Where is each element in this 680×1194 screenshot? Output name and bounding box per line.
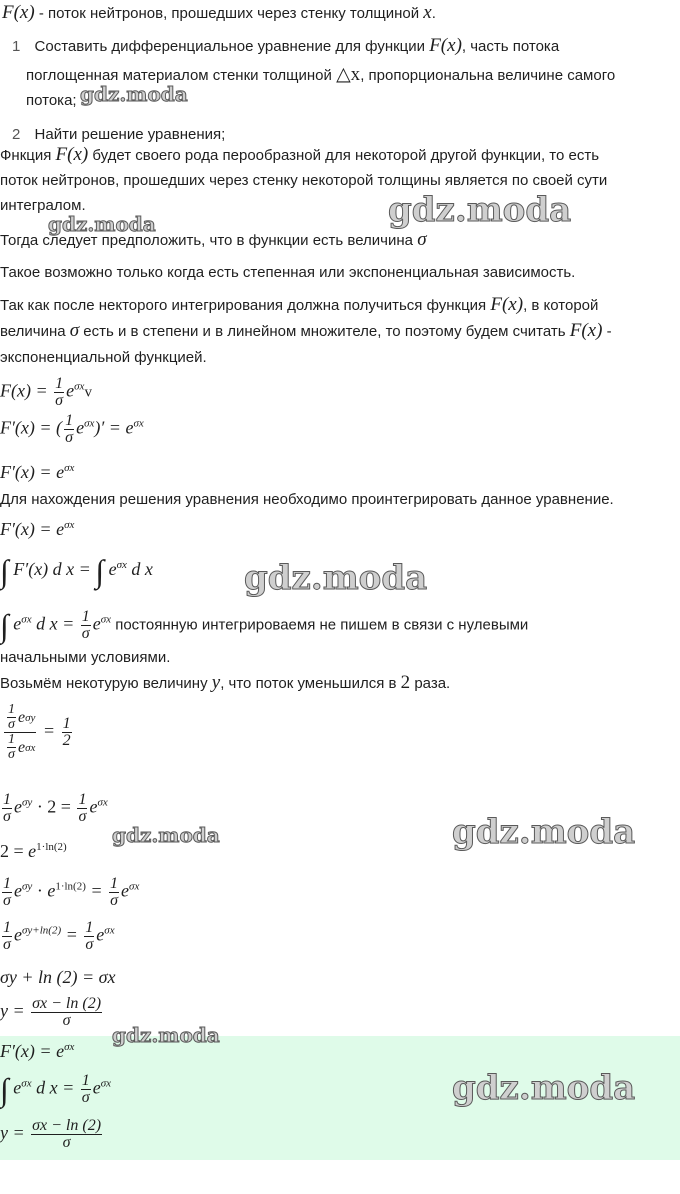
paragraph-4: Так как после некторого интегрирования должна получиться функция F(x), в которой (0, 294, 599, 315)
paragraph-7: Возьмём некотурую величину y, что поток уменьшился в 2 раза. (0, 672, 451, 693)
paragraph-1: Фнкция F(x) будет своего рода перообразной для некоторой другой функции, то есть (0, 144, 600, 165)
equation-fpx-2: $F'(x) = e^{\sigma x}$ (0, 519, 75, 539)
answer-y: y = $\frac{\sigma x - \ln (2)}{\sigma}$ (0, 1117, 102, 1151)
paragraph-1-line2: поток нейтронов, прошедших через стенку некоторой толщины является по своей сути (0, 172, 608, 189)
equation-times-two: $\frac{1}{\sigma}$ $e^{\sigma y} \cdot 2$ = $\frac{1}{\sigma}$ $e^{\sigma x}$ (3, 791, 108, 825)
equation-substitute: $\frac{1}{\sigma}$ $e^{\sigma y} \cdot e^{1\cdot ln(2)}$ = $\frac{1}{\sigma}$ $e^{\sigma x}$ (3, 875, 140, 909)
intro-line: F(x) - поток нейтронов, прошедших через стенку толщиной x. (2, 2, 436, 23)
paragraph-3: Такое возможно только когда есть степенная или экспоненциальная зависимость. (0, 264, 576, 281)
list-item-1: 1 Составить дифференциальное уравнение для функции F(x), часть потока (12, 35, 560, 56)
paragraph-4-line3: экспоненциальной функцией. (0, 349, 207, 366)
equation-fpx-derivative: F′(x) = ( $\frac{1}{\sigma}$ $e^{\sigma x})' = e^{\sigma x}$ (0, 412, 144, 446)
equation-y: y = $\frac{\sigma x - \ln (2)}{\sigma}$ (0, 995, 102, 1029)
list-number: 2 (12, 126, 21, 143)
equation-combined: $\frac{1}{\sigma}$ $e^{\sigma y+ln(2)}$ = $\frac{1}{\sigma}$ $e^{\sigma x}$ (3, 919, 115, 953)
equation-integral-result: ∫ $e^{\sigma x}$ d x = $\frac{1}{\sigma}$ $e^{\sigma x}$ постоянную интегрироваемя не пишем в связи с нулевыми (0, 607, 529, 644)
list-number: 1 (12, 38, 21, 55)
list-item-2: 2 Найти решение уравнения; (12, 126, 226, 143)
list-item-1-line3: потока; (26, 92, 77, 109)
answer-integral: ∫ $e^{\sigma x}$ d x = $\frac{1}{\sigma}$ $e^{\sigma x}$ (0, 1071, 112, 1108)
equation-integral-both: ∫ F′(x) d x = ∫ $e^{\sigma x}$ d x (0, 552, 153, 589)
equation-fx: F(x) = $\frac{1}{\sigma}$ $e^{\sigma x}v$ (0, 375, 92, 409)
watermark-logo: gdz.moda (388, 190, 572, 230)
answer-fpx: $F'(x) = e^{\sigma x}$ (0, 1041, 75, 1061)
paragraph-5: Для нахождения решения уравнения необходимо проинтегрировать данное уравнение. (0, 491, 614, 508)
equation-fpx: $F'(x) = e^{\sigma x}$ (0, 462, 75, 482)
math-fx: F(x) (2, 2, 35, 23)
equation-ratio: $\frac{1}{\sigma}$ e σy $\frac{1}{\sigma}$ e σx = $\frac{1}{2}$ (2, 703, 74, 762)
paragraph-4-line2: величина σ есть и в степени и в линейном множителе, то поэтому будем считать F(x) - (0, 320, 612, 341)
watermark-logo: gdz.moda (80, 82, 188, 106)
equation-two-exp: $2 = e^{1\cdot ln(2)}$ (0, 841, 67, 861)
list-item-1-line2: поглощенная материалом стенки толщиной △x, пропорциональна величине самого (26, 64, 616, 85)
watermark-logo: gdz.moda (244, 558, 428, 598)
paragraph-1-line3: интегралом. (0, 197, 86, 214)
equation-linear: σy + ln (2) = σx (0, 967, 116, 987)
watermark-logo: gdz.moda (48, 212, 156, 236)
watermark-logo: gdz.moda (112, 1023, 220, 1047)
watermark-logo: gdz.moda (452, 1068, 636, 1108)
watermark-logo: gdz.moda (452, 812, 636, 852)
paragraph-6-line2: начальными условиями. (0, 649, 171, 666)
watermark-logo: gdz.moda (112, 823, 220, 847)
paragraph-2: Тогда следует предположить, что в функции есть величина σ (0, 229, 427, 250)
